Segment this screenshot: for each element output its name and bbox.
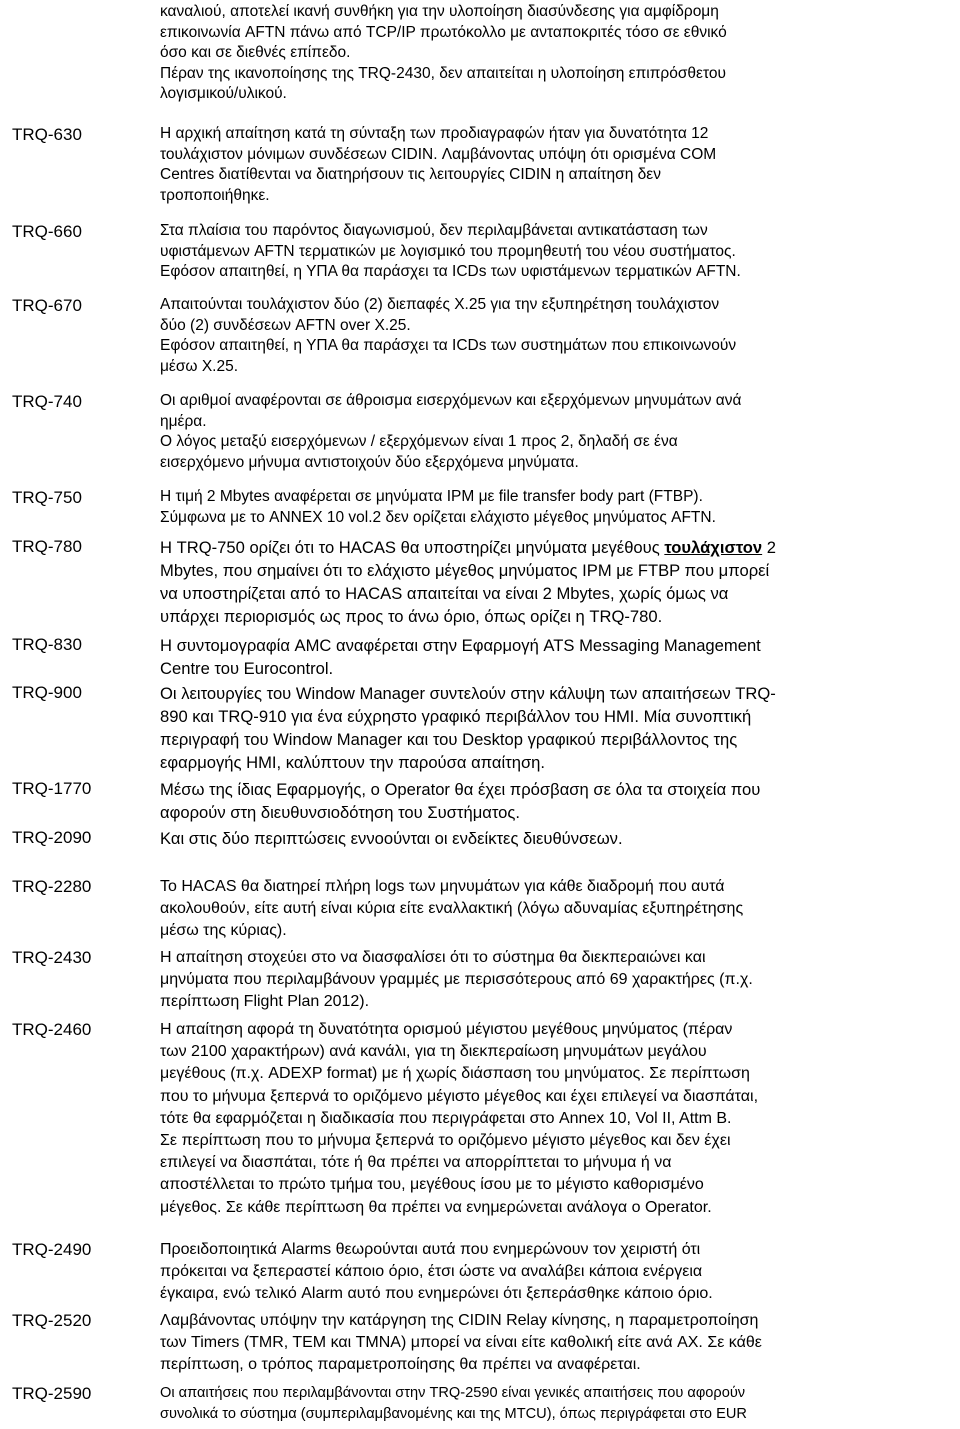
requirement-text bbox=[160, 947, 950, 1014]
requirement-id: TRQ-750 bbox=[12, 488, 82, 507]
text-line: ακολουθούν, είτε αυτή είναι κύρια είτε εναλλακτική (λόγω αδυναμίας εξυπηρέτησης bbox=[160, 900, 744, 918]
text-line: Εφόσον απαιτηθεί, η ΥΠΑ θα παράσχει τα ICDs των συστημάτων που επικοινωνούν bbox=[160, 337, 737, 355]
text-line: Οι λειτουργίες του Window Manager συντελούν στην κάλυψη των απαιτήσεων TRQ- bbox=[160, 684, 776, 703]
requirement-id: TRQ-830 bbox=[12, 635, 82, 654]
text-line: όσο και σε διεθνές επίπεδο. bbox=[160, 44, 351, 62]
text-line: Λαμβάνοντας υπόψην την κατάργηση της CIDIN Relay κίνησης, η παραμετροποίηση bbox=[160, 1312, 759, 1329]
requirement-text bbox=[160, 1383, 950, 1425]
requirement-id: TRQ-670 bbox=[12, 296, 82, 315]
text-line: περιγραφή του Window Manager και του Desktop γραφικού περιβάλλοντος της bbox=[160, 730, 738, 749]
text-line: Και στις δύο περιπτώσεις εννοούνται οι ενδείκτες διευθύνσεων. bbox=[160, 829, 623, 848]
requirement-text bbox=[160, 536, 950, 628]
text-line: μέσω X.25. bbox=[160, 357, 239, 375]
requirement-id: TRQ-2460 bbox=[12, 1020, 92, 1039]
text-line: περίπτωση Flight Plan 2012). bbox=[160, 993, 370, 1011]
requirement-text bbox=[160, 634, 950, 680]
requirement-id: TRQ-2430 bbox=[12, 948, 92, 967]
text-line: Οι απαιτήσεις που περιλαμβάνονται στην TRQ-2590 είναι γενικές απαιτήσεις που αφορούν bbox=[160, 1385, 746, 1401]
text-line: που το μήνυμα ξεπερνά το οριζόμενο μέγιστο μέγεθος και έχει επιλεγεί να διασπάται, bbox=[160, 1087, 759, 1105]
requirement-text bbox=[160, 391, 950, 473]
text-line: Η απαίτηση στοχεύει στο να διασφαλίσει ότι το σύστημα θα διεκπεραιώνει και bbox=[160, 949, 706, 966]
requirement-text bbox=[160, 124, 950, 206]
requirement-id: TRQ-2090 bbox=[12, 828, 92, 847]
requirement-id: TRQ-660 bbox=[12, 222, 82, 241]
text-line: περίπτωση, ο τρόπος παραμετροποίησης θα πρέπει να αναφέρεται. bbox=[160, 1356, 641, 1374]
intro-text bbox=[160, 2, 950, 105]
requirement-text bbox=[160, 487, 950, 528]
text-line: δύο (2) συνδέσεων AFTN over X.25. bbox=[160, 316, 411, 334]
requirement-id: TRQ-1770 bbox=[12, 779, 92, 798]
text-line: Πέραν της ικανοποίησης της TRQ-2430, δεν απαιτείται η υλοποίηση επιπρόσθετου bbox=[160, 64, 726, 82]
text-line: αφορούν στη διευθυνσιοδότηση του Συστήματος. bbox=[160, 803, 521, 822]
text-line: επικοινωνία AFTN πάνω από TCP/IP πρωτόκολλο με ανταποκριτές τόσο σε εθνικό bbox=[160, 23, 727, 41]
requirement-text bbox=[160, 778, 950, 824]
text-line: Οι αριθμοί αναφέρονται σε άθροισμα εισερχόμενων και εξερχόμενων μηνυμάτων ανά bbox=[160, 392, 742, 409]
requirement-text bbox=[160, 1019, 950, 1219]
text-line: έγκαιρα, ενώ τελικό Alarm αυτό που ενημερώνει ότι ξεπεράσθηκε κάποιο όριο. bbox=[160, 1285, 713, 1303]
text-line: Μέσω της ίδιας Εφαρμογής, ο Operator θα έχει πρόσβαση σε όλα τα στοιχεία που bbox=[160, 780, 761, 799]
text-line: των Timers (TMR, TEM και TMNA) μπορεί να είναι είτε καθολική είτε ανά AX. Σε κάθε bbox=[160, 1334, 762, 1352]
text-segment: Η TRQ-750 ορίζει ότι το HACAS θα υποστηρίζει μηνύματα μεγέθους bbox=[160, 538, 665, 557]
text-line: να υποστηρίζεται από το HACAS απαιτείται να είναι 2 Mbytes, χωρίς όμως να bbox=[160, 584, 729, 603]
text-line: Η αρχική απαίτηση κατά τη σύνταξη των προδιαγραφών ήταν για δυνατότητα 12 bbox=[160, 125, 709, 142]
text-line: υπάρχει περιορισμός ως προς το άνω όριο, όπως ορίζει η TRQ-780. bbox=[160, 607, 663, 626]
requirement-text bbox=[160, 295, 950, 377]
text-line: λογισμικού/υλικού. bbox=[160, 85, 287, 103]
text-line: Σύμφωνα με το ANNEX 10 vol.2 δεν ορίζεται ελάχιστο μέγεθος μηνύματος AFTN. bbox=[160, 508, 716, 526]
requirement-id: TRQ-900 bbox=[12, 683, 82, 702]
text-line: υφιστάμενων AFTN τερματικών με λογισμικό του προμηθευτή του νέου συστήματος. bbox=[160, 242, 736, 260]
requirement-id: TRQ-780 bbox=[12, 537, 82, 556]
requirement-id: TRQ-630 bbox=[12, 125, 82, 144]
requirement-id: TRQ-2490 bbox=[12, 1240, 92, 1259]
text-line: Απαιτούνται τουλάχιστον δύο (2) διεπαφές X.25 για την εξυπηρέτηση τουλάχιστον bbox=[160, 296, 720, 313]
text-line: Mbytes, που σημαίνει ότι το ελάχιστο μέγεθος μηνύματος IPM με FTBP που μπορεί bbox=[160, 561, 770, 580]
text-line: μέγεθος. Σε κάθε περίπτωση θα πρέπει να ενημερώνεται ανάλογα ο Operator. bbox=[160, 1198, 712, 1216]
text-line: Centre του Eurocontrol. bbox=[160, 659, 334, 678]
text-line bbox=[160, 536, 950, 559]
text-line: τροποποιήθηκε. bbox=[160, 186, 270, 204]
text-line: επιλεγεί να διασπάται, τότε ή θα πρέπει να απορρίπτεται το μήνυμα ή να bbox=[160, 1154, 672, 1172]
text-line: καναλιού, αποτελεί ικανή συνθήκη για την υλοποίηση διασύνδεσης για αμφίδρομη bbox=[160, 3, 719, 20]
text-line: Η απαίτηση αφορά τη δυνατότητα ορισμού μέγιστου μεγέθους μηνύματος (πέραν bbox=[160, 1021, 733, 1038]
text-line: Προειδοποιητικά Alarms θεωρούνται αυτά που ενημερώνουν τον χειριστή ότι bbox=[160, 1241, 701, 1258]
requirement-id: TRQ-2280 bbox=[12, 877, 92, 896]
text-line: 890 και TRQ-910 για ένα εύχρηστο γραφικό περιβάλλον του HMI. Μία συνοπτική bbox=[160, 707, 752, 726]
text-line: μεγέθους (π.χ. ADEXP format) με ή χωρίς διάσπαση του μηνύματος. Σε περίπτωση bbox=[160, 1065, 750, 1083]
text-line: ημέρα. bbox=[160, 412, 207, 430]
text-line: πρόκειται να ξεπεραστεί κάποιο όριο, έτσι ώστε να αναλάβει κάποια ενέργεια bbox=[160, 1263, 703, 1281]
emphasized-word: τουλάχιστον bbox=[664, 538, 763, 557]
requirement-id: TRQ-2520 bbox=[12, 1311, 92, 1330]
text-line: αποστέλλεται το πρώτο τμήμα του, μεγέθους ίσου με το μέγιστο καθορισμένο bbox=[160, 1176, 704, 1194]
requirement-text bbox=[160, 827, 950, 850]
text-line: τότε θα εφαρμόζεται η διαδικασία που περιγράφεται στο Annex 10, Vol II, Attm B. bbox=[160, 1109, 732, 1127]
text-line: Σε περίπτωση που το μήνυμα ξεπερνά το οριζόμενο μέγιστο μέγεθος και δεν έχει bbox=[160, 1132, 731, 1150]
requirement-text bbox=[160, 1239, 950, 1306]
requirement-text bbox=[160, 1310, 950, 1377]
text-line: Η τιμή 2 Mbytes αναφέρεται σε μηνύματα IPM με file transfer body part (FTBP). bbox=[160, 488, 703, 505]
text-line: μηνύματα που περιλαμβάνουν γραμμές με περισσότερους από 69 χαρακτήρες (π.χ. bbox=[160, 971, 753, 989]
text-line: Centres διατίθενται να διατηρήσουν τις λειτουργίες CIDIN η απαίτηση δεν bbox=[160, 166, 661, 184]
text-line: συνολικά το σύστημα (συμπεριλαμβανομένης και της MTCU), όπως περιγράφεται στο EUR bbox=[160, 1406, 747, 1422]
text-line: των 2100 χαρακτήρων) ανά κανάλι, για τη διεκπεραίωση μηνυμάτων μεγάλου bbox=[160, 1043, 707, 1061]
text-segment: 2 bbox=[762, 538, 776, 557]
requirement-text bbox=[160, 876, 950, 943]
requirement-text bbox=[160, 682, 950, 774]
text-line: Εφόσον απαιτηθεί, η ΥΠΑ θα παράσχει τα ICDs των υφιστάμενων τερματικών AFTN. bbox=[160, 263, 741, 281]
text-line: μέσω της κύριας). bbox=[160, 922, 287, 940]
requirement-text bbox=[160, 221, 950, 283]
text-line: τουλάχιστον μόνιμων συνδέσεων CIDIN. Λαμβάνοντας υπόψη ότι ορισμένα COM bbox=[160, 145, 717, 163]
text-line: Η συντομογραφία AMC αναφέρεται στην Εφαρμογή ATS Messaging Management bbox=[160, 636, 761, 655]
text-line: Το HACAS θα διατηρεί πλήρη logs των μηνυμάτων για κάθε διαδρομή που αυτά bbox=[160, 878, 725, 895]
text-line: εισερχόμενο μήνυμα αντιστοιχούν δύο εξερχόμενα μηνύματα. bbox=[160, 453, 579, 471]
requirement-id: TRQ-2590 bbox=[12, 1384, 92, 1403]
requirement-id: TRQ-740 bbox=[12, 392, 82, 411]
text-line: Ο λόγος μεταξύ εισερχόμενων / εξερχόμενων είναι 1 προς 2, δηλαδή σε ένα bbox=[160, 433, 678, 451]
text-line: εφαρμογής HMI, καλύπτουν την παρούσα απαίτηση. bbox=[160, 753, 546, 772]
text-line: Στα πλαίσια του παρόντος διαγωνισμού, δεν περιλαμβάνεται αντικατάσταση των bbox=[160, 222, 708, 239]
